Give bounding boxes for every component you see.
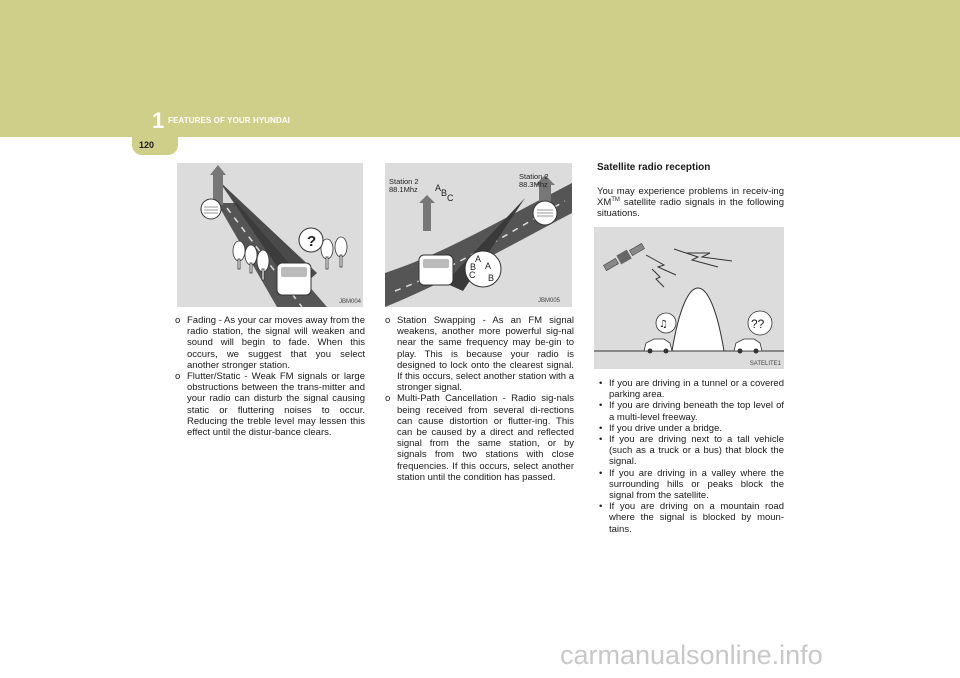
list-marker: • xyxy=(599,378,603,389)
figure-code: JBM005 xyxy=(537,298,560,304)
left-radio-tower-icon xyxy=(423,203,431,231)
list-item xyxy=(597,501,784,535)
list-marker: o xyxy=(175,371,181,383)
fading-illustration-svg xyxy=(177,163,363,307)
list-marker: • xyxy=(599,434,603,446)
station-right-label xyxy=(519,173,549,189)
list-item-text: Station Swapping - As an FM signal weakens, another more powerful sig-nal near the same frequency may be-gin to play. This is because your radio is designed to lock onto the clearest signal. If this occurs, select another station with a stronger signal. xyxy=(397,315,574,394)
intro-text-before: You may experience problems in receiv-ing XM xyxy=(597,186,784,209)
list-item xyxy=(175,315,365,371)
left-column xyxy=(175,315,365,438)
list-item-text: If you are driving in a tunnel or a covered parking area. xyxy=(609,378,784,401)
watermark: carmanualsonline.info xyxy=(560,640,823,670)
list-item xyxy=(597,378,784,400)
section-heading: Satellite radio reception xyxy=(597,162,711,173)
letter-a-top: A xyxy=(435,183,442,193)
station-left-freq: 88.1Mhz xyxy=(389,185,418,194)
station-left-label xyxy=(389,178,419,194)
letter-c-circle: C xyxy=(469,270,476,280)
letter-b-circle: B xyxy=(470,262,477,272)
station-left-name: Station 2 xyxy=(389,177,419,186)
list-item xyxy=(175,371,365,438)
header-band xyxy=(0,0,960,137)
list-item-text: If you drive under a bridge. xyxy=(609,422,723,434)
letter-b-top: B xyxy=(441,188,448,198)
list-marker: o xyxy=(385,393,391,405)
music-note-icon: ♫ xyxy=(659,319,668,330)
middle-column-list xyxy=(385,315,574,483)
page-number: 120 xyxy=(139,140,155,150)
list-item xyxy=(385,393,574,483)
station-right-freq: 88.3Mhz xyxy=(519,180,548,189)
list-item-text: If you are driving on a mountain road where the signal is blocked by moun-tains. xyxy=(609,501,784,535)
list-item-text: Flutter/Static - Weak FM signals or large obstructions between the trans-mitter and your radio can disturb the signal causing static or fluttering noises to occur. Reducing the treble level may lessen this effect until the distur-bance clears. xyxy=(187,371,365,439)
list-marker: • xyxy=(599,400,603,412)
intro-text-after: satellite radio signals in the following situations. xyxy=(597,197,784,220)
satellite-illustration xyxy=(594,227,784,369)
trademark-sup: TM xyxy=(611,197,620,204)
letter-c-top: C xyxy=(447,193,454,203)
station-right-name: Station 2 xyxy=(519,172,549,181)
figure-code: JBM004 xyxy=(338,299,361,305)
chapter-number: 1 xyxy=(152,108,165,133)
car-icon xyxy=(277,263,311,295)
list-item-text: Fading - As your car moves away from the radio station, the signal will weaken and sound will begin to fade. When this occurs, we suggest that you select another stronger station. xyxy=(187,315,365,371)
letter-b2-circle: B xyxy=(488,273,495,283)
left-column-list xyxy=(175,315,365,438)
fading-illustration xyxy=(177,163,363,307)
list-item-text: If you are driving in a valley where the surrounding hills or peaks block the signal from the satellite. xyxy=(609,467,784,502)
car-icon xyxy=(419,255,453,285)
list-item-text: If you are driving next to a tall vehicle (such as a truck or a bus) that block the signal. xyxy=(609,434,784,468)
list-marker: • xyxy=(599,501,603,513)
letter-a2-circle: A xyxy=(485,261,492,271)
list-item-text: If you are driving beneath the top level of a multi-level freeway. xyxy=(609,400,784,423)
station-swapping-illustration xyxy=(385,163,572,307)
letter-a-circle: A xyxy=(475,254,482,264)
list-marker: o xyxy=(385,315,391,326)
intro-paragraph xyxy=(597,186,784,220)
list-item-text: Multi-Path Cancellation - Radio sig-nals being received from several di-rections can cause distortion or flutter-ing. This can be caused by a direct and reflected signal from the same station, or by signals from two stations with close frequencies. If this occurs, select another station until the condition has passed. xyxy=(397,393,574,483)
list-marker: o xyxy=(175,315,181,326)
right-column-list xyxy=(597,378,784,535)
list-marker: • xyxy=(599,422,603,434)
list-marker: • xyxy=(599,467,603,479)
list-item xyxy=(385,315,574,393)
middle-column xyxy=(385,315,574,483)
list-item xyxy=(597,400,784,422)
music-bubble-icon xyxy=(201,199,221,219)
right-column-list-container xyxy=(597,378,784,535)
chapter-title: FEATURES OF YOUR HYUNDAI xyxy=(168,116,291,125)
list-item xyxy=(597,434,784,468)
question-marks: ?? xyxy=(751,317,765,331)
figure-code: SATELITE1 xyxy=(749,361,781,367)
question-mark: ? xyxy=(307,233,317,250)
satellite-svg xyxy=(594,227,784,369)
list-item xyxy=(597,468,784,502)
list-item xyxy=(597,423,784,434)
